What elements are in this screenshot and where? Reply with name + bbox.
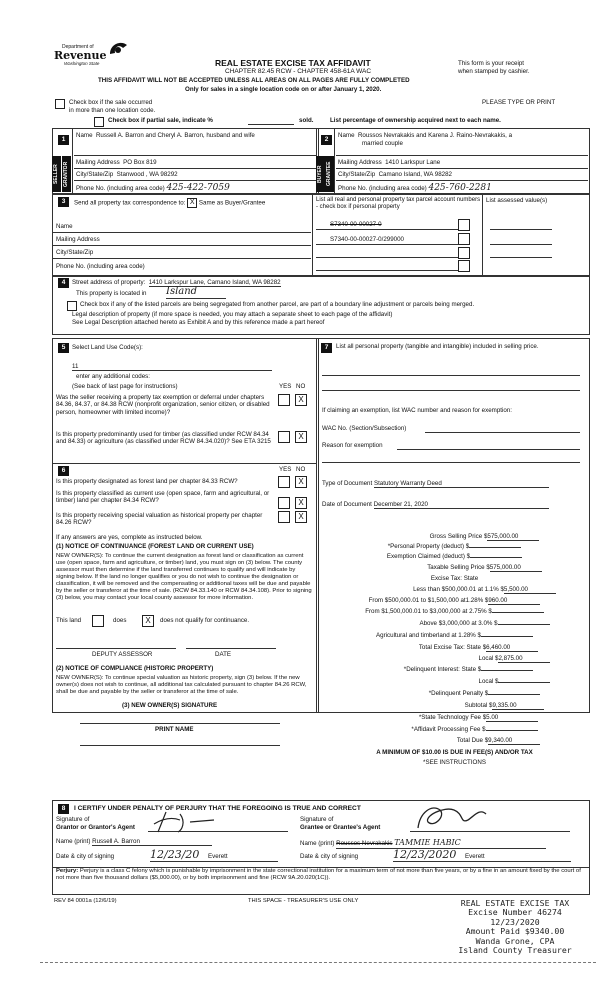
legal-description-2[interactable]: See Legal Description attached hereto as Exhibit A and by this reference made a part hereof [72, 319, 325, 326]
grantor-name-label: Name [76, 132, 93, 139]
grantee-signature[interactable] [410, 798, 490, 834]
see-instructions: *SEE INSTRUCTIONS [423, 759, 486, 766]
partial-percent-field[interactable] [248, 124, 294, 125]
section-4-number: 4 [58, 278, 69, 288]
grantee-city-signing[interactable]: Everett [465, 853, 485, 860]
segregated-checkbox[interactable] [67, 301, 77, 311]
section-3-number: 3 [58, 197, 69, 207]
subtotal-value[interactable]: 9,335.00 [492, 702, 544, 710]
grantee-city[interactable]: Camano Island, WA 98282 [378, 171, 452, 178]
total-due-value[interactable]: 9,340.00 [488, 737, 540, 745]
does-not-label: does not qualify for continuance. [160, 617, 250, 624]
grantor-name-print-label: Name (print) [56, 838, 91, 845]
stamp-line2: Excise Number 46274 [468, 907, 562, 918]
delinq-penalty-value[interactable] [488, 694, 540, 695]
please-type: PLEASE TYPE OR PRINT [482, 99, 556, 106]
grantee-address[interactable]: 1410 Larkspur Lane [385, 159, 441, 166]
logo-line3: Washington State [64, 61, 100, 66]
land-use-title: Select Land Use Code(s): [72, 344, 143, 351]
doc-date-label: Date of Document [322, 501, 372, 508]
street-label: Street address of property: [72, 279, 146, 286]
tier1-value[interactable]: 5,500.00 [504, 586, 556, 594]
s6-q2-yes[interactable] [278, 497, 290, 509]
s6-q1-yes[interactable] [278, 476, 290, 488]
does-label: does [113, 617, 127, 624]
s6-no: NO [296, 466, 306, 473]
parcel-1-personal-checkbox[interactable] [458, 219, 470, 231]
grantee-phone[interactable]: 425-760-2281 [428, 183, 492, 193]
multi-location-label-2: in more than one location code. [69, 107, 156, 114]
total-due-label: Total Due $ [456, 737, 489, 744]
tier4-value[interactable] [498, 624, 550, 625]
s5-q2-yes[interactable] [278, 431, 290, 443]
tier5-label: Agricultural and timberland at 1.28% $ [376, 632, 481, 639]
s5-no: NO [296, 383, 306, 390]
grantee-date[interactable]: 12/23/2020 [393, 848, 457, 861]
personal-value[interactable] [469, 547, 521, 548]
excise-state-label: Excise Tax: State [430, 575, 479, 582]
deputy-date-label: DATE [215, 651, 232, 658]
grantor-name-print[interactable]: Russell A. Barron [92, 838, 212, 846]
certify-statement: I CERTIFY UNDER PENALTY OF PERJURY THAT THE FOREGOING IS TRUE AND CORRECT [74, 805, 361, 812]
land-use-code[interactable]: 11 [72, 363, 272, 371]
s5-question-2: Is this property predominantly used for timber (as classified under RCW 84.34 and 84.33) or agriculture (as classified under RCW 84.34.020)? See ETA 3215 [56, 431, 271, 446]
s6-yes: YES [279, 466, 292, 473]
gross-label: Gross Selling Price $ [429, 533, 488, 540]
delinq-local-label: Local $ [478, 678, 499, 685]
send-correspondence-label: Send all property tax correspondence to: [74, 199, 186, 207]
section-1-number: 1 [58, 135, 69, 145]
logo-line2: Revenue [54, 49, 107, 62]
page-bottom-rule [40, 962, 596, 963]
stamp-line5: Wanda Grone, CPA [475, 935, 555, 946]
s6-q3-no[interactable]: X [295, 511, 307, 523]
legal-description-1: Legal description of property (if more space is needed, you may attach a separate sheet to each page of the affidavit) [72, 311, 393, 318]
grantor-date[interactable]: 12/23/20 [150, 848, 200, 861]
local-label: Local $ [478, 655, 499, 662]
grantor-date-label: Date & city of signing [56, 853, 115, 860]
total-state-label: Total Excise Tax: State $ [418, 644, 487, 651]
grantee-name-print-label: Name (print) [300, 840, 335, 847]
sold-label: sold. [299, 117, 314, 124]
s5-q2-no[interactable]: X [295, 431, 307, 443]
minimum-due: A MINIMUM OF $10.00 IS DUE IN FEE(S) AND/OR TAX [376, 749, 533, 756]
section-6-number: 6 [58, 466, 69, 476]
grantee-name-print-hand[interactable]: TAMMIE HABIC [394, 838, 461, 847]
sig-grantee-label-2: Grantee or Grantee's Agent [300, 824, 381, 831]
grantee-name-label: Name [338, 132, 355, 139]
tier2-label: From $500,000.01 to $1,500,000 at1.28% $ [368, 597, 489, 604]
delinq-local-value[interactable] [498, 682, 550, 683]
delinq-penalty-label: *Delinquent Penalty $ [428, 690, 489, 697]
dor-logo [52, 40, 132, 70]
seller-side-label: SELLER [52, 156, 61, 192]
form-subtitle: CHAPTER 82.45 RCW - CHAPTER 458-61A WAC [225, 68, 372, 75]
grantee-city-label: City/State/Zip [338, 171, 376, 178]
notice-2-text: NEW OWNER(S): To continue special valuation as historic property, sign (3) below. If the new owner(s) does not wish to continue, all additional tax calculated pursuant to chapter 84.26 RCW, shall be due and payable by the seller or transferor at the time of sale. [56, 675, 307, 696]
total-state-value[interactable]: 6,460.00 [486, 644, 538, 652]
s6-question-3: Is this property receiving special valuation as historical property per chapter 84.26 RCW? [56, 512, 263, 527]
stamp-line4: Amount Paid $9340.00 [465, 926, 565, 937]
subtotal-label: Subtotal $ [464, 702, 493, 709]
treasurer-space: THIS SPACE - TREASURER'S USE ONLY [248, 898, 359, 904]
print-name-label: PRINT NAME [155, 726, 194, 733]
stamp-line6: Island County Treasurer [458, 945, 572, 956]
multi-location-label: Check box if the sale occurred [69, 99, 153, 106]
parcel-1-struck[interactable]: S7340-00-00027-0 [330, 221, 382, 228]
sig-grantor-label-2: Grantor or Grantor's Agent [56, 824, 135, 831]
delinq-state-label: *Delinquent Interest: State $ [403, 666, 482, 673]
treasurer-stamp [440, 899, 590, 956]
stamp-line1: REAL ESTATE EXCISE TAX [460, 898, 570, 908]
perjury-text: Perjury is a class C felony which is punishable by imprisonment in the state correctional institution for a maximum term of not more than five years, or by a fine in an amount fixed by the court of not more than five thousand dollars ($5,000.00), or by both imprisonment and fine (RCW 9A.20.020(1C)). [56, 868, 581, 882]
partial-sale-label: Check box if partial sale, indicate % [108, 117, 213, 124]
s3-name-label: Name [56, 223, 73, 230]
multi-location-checkbox[interactable] [55, 99, 65, 109]
tech-fee-value[interactable]: 5.00 [486, 714, 538, 722]
notice-1-title: (1) NOTICE OF CONTINUANCE (FOREST LAND OR CURRENT USE) [56, 543, 254, 550]
s3-city-label: City/State/Zip [56, 249, 94, 256]
s6-question-1: Is this property designated as forest land per chapter 84.33 RCW? [56, 478, 238, 485]
exemption-label: Exemption Claimed (deduct) $ [386, 553, 471, 560]
form-title: REAL ESTATE EXCISE TAX AFFIDAVIT [215, 58, 371, 68]
grantor-address-label: Mailing Address [76, 159, 120, 166]
tier1-label: Less than $500,000.01 at 1.1% $ [413, 586, 504, 593]
doc-type-label: Type of Document [322, 480, 373, 487]
section-5-number: 5 [58, 343, 69, 353]
grantor-city-signing[interactable]: Everett [208, 853, 228, 860]
deputy-assessor-label: DEPUTY ASSESSOR [92, 651, 153, 658]
section-8-number: 8 [58, 804, 69, 814]
affidavit-fee-label: *Affidavit Processing Fee $ [411, 726, 486, 733]
reason-label: Reason for exemption [322, 442, 383, 449]
section-7-number: 7 [321, 343, 332, 353]
parcel-4-personal-checkbox[interactable] [458, 260, 470, 272]
doc-date[interactable]: December 21, 2020 [374, 501, 549, 509]
tech-fee-label: *State Technology Fee $ [418, 714, 487, 721]
dor-logo-icon [107, 40, 129, 58]
located-in-label: This property is located in [76, 290, 147, 297]
personal-property-label: List all personal property (tangible and intangible) included in selling price. [336, 343, 539, 350]
parcel-2-personal-checkbox[interactable] [458, 233, 470, 245]
this-land-label: This land [56, 617, 82, 624]
grantor-phone[interactable]: 425-422-7059 [166, 183, 230, 193]
s6-q1-no[interactable]: X [295, 476, 307, 488]
parcel-2[interactable]: S7340-00-00027-0/299000 [330, 236, 404, 243]
personal-label: *Personal Property (deduct) $ [387, 543, 470, 550]
buyer-side-label: BUYER [316, 156, 325, 192]
parcels-header: List all real and personal property tax parcel account numbers - check box if personal property [316, 197, 481, 211]
s5-q1-no[interactable]: X [295, 394, 307, 406]
grantee-side-label: GRANTEE [325, 156, 334, 192]
sig-grantee-label-1: Signature of [300, 816, 334, 823]
affidavit-fee-value[interactable] [486, 730, 538, 731]
s6-question-2: Is this property classified as current use (open space, farm and agricultural, or timber) land per chapter 84.34 RCW? [56, 490, 270, 505]
grantor-side-label: GRANTOR [62, 156, 71, 192]
s5-question-1: Was the seller receiving a property tax exemption or deferral under chapters 84.36, 84.37, or 84.38 RCW (nonprofit organization, senior citizen, or disabled person, homeowner with limited income)? [56, 394, 270, 416]
grantor-name[interactable]: Russell A. Barron and Cheryl A. Barron, husband and wife [95, 132, 255, 139]
partial-sale-checkbox[interactable] [94, 117, 104, 127]
receipt-note-1: This form is your receipt [458, 60, 525, 67]
see-back-label: (See back of last page for instructions) [72, 383, 178, 390]
s6-q2-no[interactable]: X [295, 497, 307, 509]
if-any-yes: If any answers are yes, complete as instructed below. [56, 534, 203, 541]
street-address[interactable]: 1410 Larkspur Lane, Camano Island, WA 98282 [148, 279, 281, 286]
tier4-label: Above $3,000,000 at 3.0% $ [419, 620, 498, 627]
perjury-label: Perjury: [56, 868, 79, 874]
section-2-number: 2 [321, 135, 332, 145]
gross-value[interactable]: 575,000.00 [487, 533, 539, 541]
grantee-address-label: Mailing Address [338, 159, 382, 166]
rev-code: REV 84 0001a (12/6/19) [54, 898, 117, 904]
same-as-grantee-checkbox[interactable]: X [187, 198, 197, 208]
grantee-name-print[interactable]: Roussos Nevrakakis [336, 840, 393, 847]
exemption-claim-label: If claiming an exemption, list WAC number and reason for exemption: [322, 407, 512, 414]
assessed-header: List assessed value(s) [486, 197, 548, 204]
parcel-3-personal-checkbox[interactable] [458, 247, 470, 259]
taxable-label: Taxable Selling Price $ [427, 564, 490, 571]
new-owner-signature-label: (3) NEW OWNER(S) SIGNATURE [122, 702, 218, 709]
grantor-city[interactable]: Stanwood , WA 98292 [116, 171, 178, 178]
form-warning: THIS AFFIDAVIT WILL NOT BE ACCEPTED UNLESS ALL AREAS ON ALL PAGES ARE FULLY COMPLETED [98, 77, 410, 84]
list-percentage: List percentage of ownership acquired next to each name. [330, 117, 501, 124]
form-only-for: Only for sales in a single location code on or after January 1, 2020. [185, 86, 382, 93]
grantor-signature[interactable] [150, 808, 220, 834]
tier5-value[interactable] [481, 636, 533, 637]
exemption-value[interactable] [470, 557, 522, 558]
grantor-address[interactable]: PO Box 819 [123, 159, 157, 166]
doc-type[interactable]: Statutory Warranty Deed [374, 480, 549, 488]
segregated-label: Check box if any of the listed parcels are being segregated from another parcel, are part of a boundary line adjustment or parcels being merged. [80, 301, 475, 308]
land-does-not-checkbox[interactable]: X [142, 615, 154, 627]
tier3-value[interactable] [492, 612, 544, 613]
notice-2-title: (2) NOTICE OF COMPLIANCE (HISTORIC PROPERTY) [56, 665, 214, 672]
grantor-city-label: City/State/Zip [76, 171, 114, 178]
local-value[interactable]: 2,875.00 [498, 655, 550, 663]
tier3-label: From $1,500,000.01 to $3,000,000 at 2.75% $ [365, 608, 492, 615]
s5-yes: YES [279, 383, 292, 390]
receipt-note-2: when stamped by cashier. [458, 68, 530, 75]
wac-no-label: WAC No. (Section/Subsection) [322, 425, 407, 432]
same-as-grantee-label: Same as Buyer/Grantee [198, 199, 266, 207]
s3-phone-label: Phone No. (including area code) [56, 263, 145, 270]
notice-1-text: NEW OWNER(S): To continue the current designation as forest land or classification as current use (open space, farm and agriculture, or timber) land, you must sign on (3) below. The county assessor must then determine if the land transferred continues to qualify and will indicate by signing below. If the land no longer qualifies or you do not wish to continue the designation or classification, it will be removed and the compensating or additional taxes will be due and payable by the seller or transferor at the time of sale. (RCW 84.33.140 or RCW 84.34.108). Prior to signing (3) below, you may contact your local county assessor for more information. [56, 553, 312, 602]
land-does-checkbox[interactable] [92, 615, 104, 627]
grantee-name-2[interactable]: married couple [362, 140, 403, 147]
s6-q3-yes[interactable] [278, 511, 290, 523]
stamp-line3: 12/23/2020 [490, 916, 540, 927]
sig-grantor-label-1: Signature of [56, 816, 90, 823]
grantee-date-label: Date & city of signing [300, 853, 359, 860]
additional-codes-label: enter any additional codes: [76, 373, 150, 380]
located-in-value[interactable]: Island [166, 286, 226, 299]
logo-line1: Department of [62, 44, 94, 50]
grantor-phone-label: Phone No. (including area code) [76, 185, 165, 192]
s5-q1-yes[interactable] [278, 394, 290, 406]
grantee-phone-label: Phone No. (including area code) [338, 185, 427, 192]
delinq-state-value[interactable] [481, 670, 533, 671]
tier2-value[interactable]: 960.00 [488, 597, 540, 605]
grantee-name[interactable]: Roussos Nevrakakis and Karena J. Raino-Nevrakakis, a [357, 132, 513, 139]
s3-address-label: Mailing Address [56, 236, 100, 243]
taxable-value[interactable]: 575,000.00 [490, 564, 542, 572]
